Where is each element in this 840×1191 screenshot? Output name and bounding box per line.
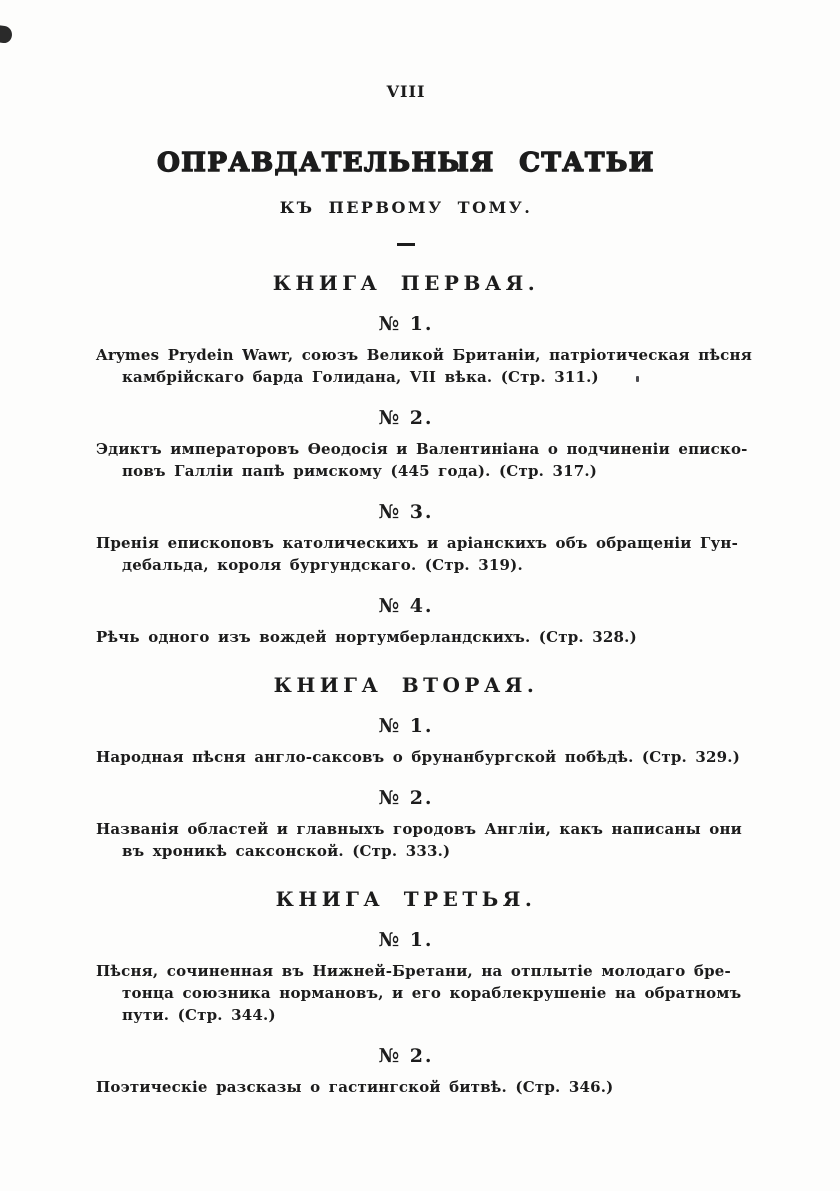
- entry-number: № 2.: [378, 407, 434, 429]
- section-divider-rule: [397, 243, 415, 246]
- book-heading: КНИГА ПЕРВАЯ.: [272, 271, 540, 295]
- toc-entry-line: дебальда, короля бургундскаго. (Стр. 319).: [122, 556, 523, 574]
- toc-entry-line: Эдиктъ императоровъ Ѳеодосія и Валентиніана о подчиненіи еписко-: [96, 440, 748, 458]
- toc-entry-line: въ хроникѣ саксонской. (Стр. 333.): [122, 842, 451, 860]
- entry-number: № 2.: [378, 1045, 434, 1067]
- scan-smudge: [0, 25, 13, 44]
- toc-entry: [96, 626, 716, 648]
- entry-number: № 1.: [378, 313, 434, 335]
- toc-entry: [96, 532, 739, 576]
- page-subtitle: КЪ ПЕРВОМУ ТОМУ.: [279, 198, 533, 217]
- page-title: ОПРАВДАТЕЛЬНЫЯ СТАТЬИ: [157, 148, 655, 178]
- toc-entry-line: Пѣсня, сочиненная въ Нижней-Бретани, на отплытіе молодаго бре-: [96, 962, 731, 980]
- book-heading: КНИГА ВТОРАЯ.: [273, 673, 539, 697]
- entry-number: № 3.: [378, 501, 434, 523]
- toc-entry-line: пути. (Стр. 344.): [122, 1006, 276, 1024]
- page-number: VIII: [386, 82, 426, 101]
- book-heading: КНИГА ТРЕТЬЯ.: [275, 887, 537, 911]
- toc-entry: [96, 818, 742, 862]
- toc-entry-line: Народная пѣсня англо-саксовъ о брунанбургской побѣдѣ. (Стр. 329.): [96, 748, 741, 766]
- toc-entry: [96, 746, 741, 768]
- entry-number: № 1.: [378, 929, 434, 951]
- toc-entry-line: Arymes Prydein Wawr, союзъ Великой Британіи, патріотическая пѣсня: [96, 346, 752, 364]
- page-content: [96, 0, 752, 1098]
- toc-entry-line: повъ Галліи папѣ римскому (445 года). (Стр. 317.): [122, 462, 598, 480]
- toc-entry: [96, 960, 742, 1026]
- books-list: [96, 271, 752, 1098]
- toc-entry: [96, 344, 752, 388]
- toc-entry-line: Рѣчь одного изъ вождей нортумберландскихъ. (Стр. 328.): [96, 628, 637, 646]
- entry-number: № 2.: [378, 787, 434, 809]
- toc-entry-line: тонца союзника нормановъ, и его кораблекрушеніе на обратномъ: [122, 984, 742, 1002]
- toc-entry-line: Названія областей и главныхъ городовъ Англіи, какъ написаны они: [96, 820, 742, 838]
- entry-number: № 4.: [378, 595, 434, 617]
- toc-entry-line: Пренія епископовъ католическихъ и аріанскихъ объ обращеніи Гун-: [96, 534, 739, 552]
- toc-entry: [96, 1076, 716, 1098]
- toc-entry-line: камбрійскаго барда Голидана, VII вѣка. (Стр. 311.): [122, 368, 599, 386]
- toc-entry-line: Поэтическіе разсказы о гастингской битвѣ. (Стр. 346.): [96, 1078, 614, 1096]
- toc-entry: [96, 438, 748, 482]
- entry-number: № 1.: [378, 715, 434, 737]
